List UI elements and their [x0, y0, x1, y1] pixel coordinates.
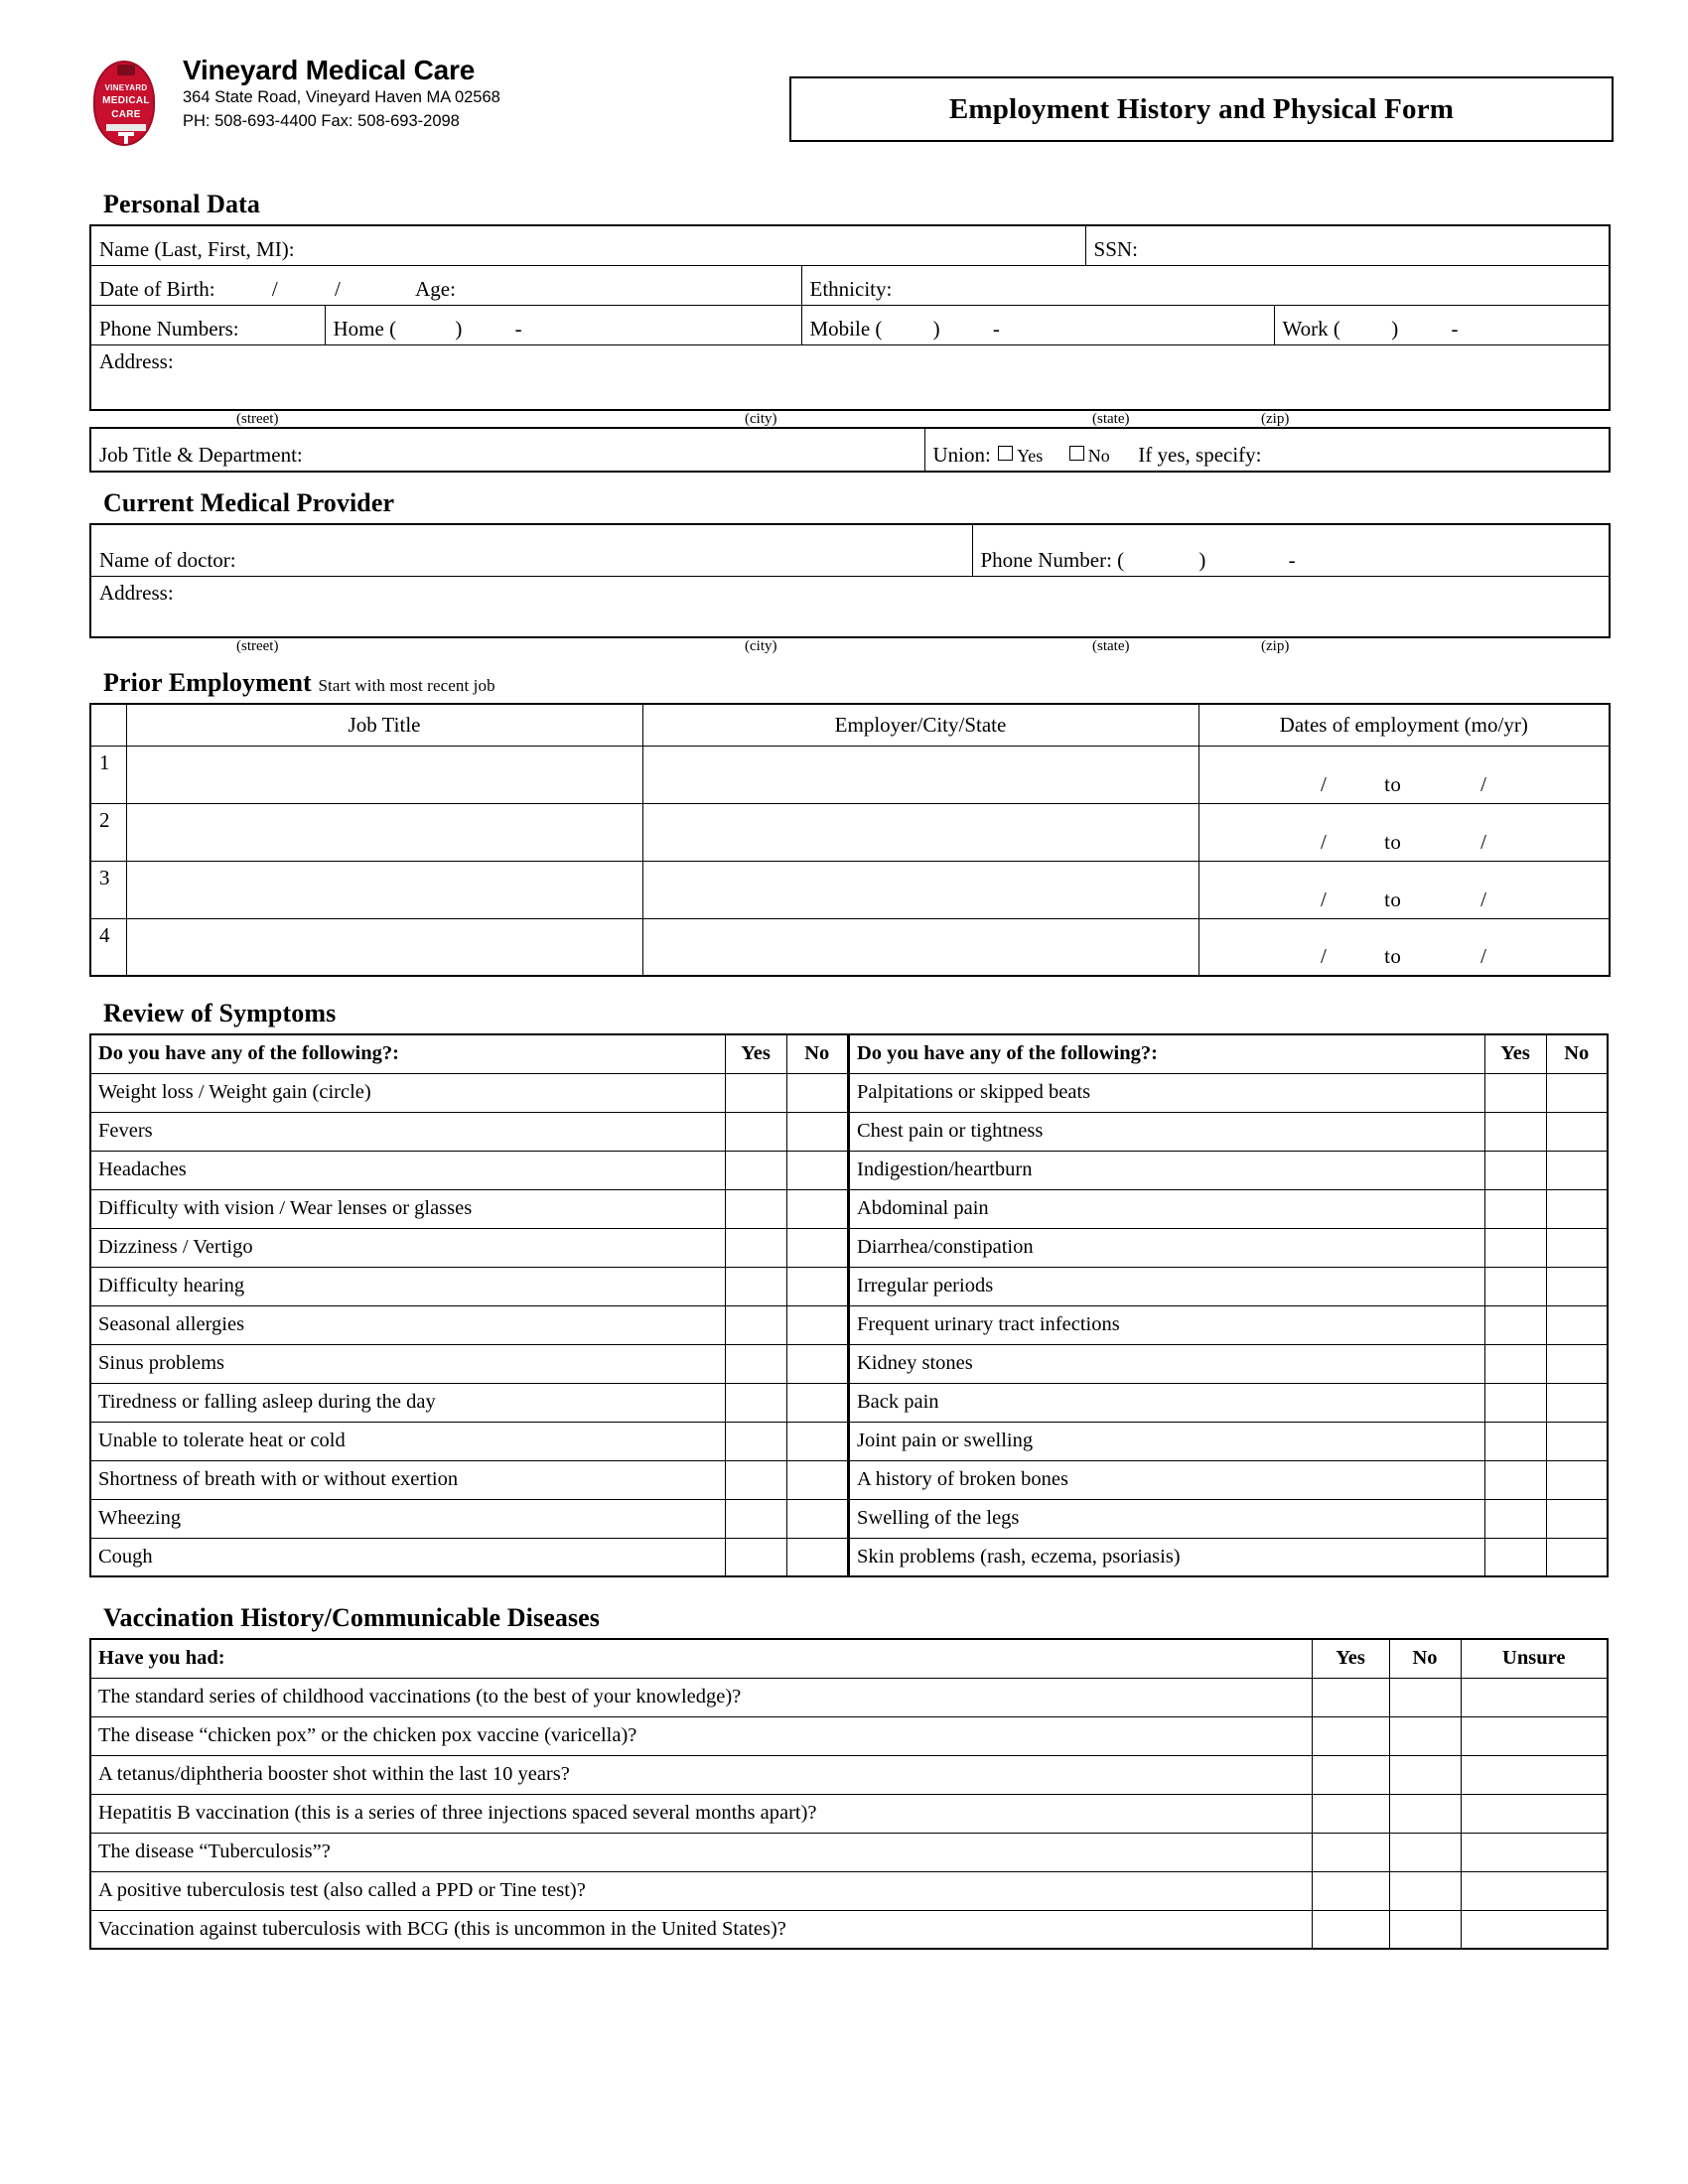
doctor-address-cell[interactable]: [90, 576, 1610, 637]
dates-input-4[interactable]: [1198, 918, 1610, 976]
address-sublabels: [89, 411, 1609, 437]
symptom-no-checkbox-cell[interactable]: [1546, 1422, 1608, 1460]
vaccination-no-checkbox-cell[interactable]: [1389, 1833, 1461, 1871]
table-row: [90, 1112, 848, 1151]
logo-stem-icon: [124, 132, 128, 146]
symptoms-left-no-header: No: [786, 1034, 848, 1073]
personal-data-table: [89, 224, 1611, 411]
employer-input-1[interactable]: [642, 746, 1198, 803]
review-of-symptoms-tables: [89, 1033, 1609, 1577]
symptom-label: Headaches: [90, 1151, 725, 1189]
symptom-label: Chest pain or tightness: [850, 1112, 1485, 1151]
job-title-input-3[interactable]: [126, 861, 642, 918]
table-row: [90, 576, 1610, 637]
symptom-label: Frequent urinary tract infections: [850, 1305, 1485, 1344]
symptom-no-checkbox-cell[interactable]: [786, 1344, 848, 1383]
table-row: [90, 1910, 1608, 1949]
clinic-phone: PH: 508-693-4400 Fax: 508-693-2098: [183, 112, 460, 131]
symptom-no-checkbox-cell[interactable]: [786, 1151, 848, 1189]
symptom-label: Difficulty hearing: [90, 1267, 725, 1305]
work-phone-dash: -: [1451, 316, 1459, 341]
dates-input-2[interactable]: [1198, 803, 1610, 861]
mobile-phone-dash: -: [992, 316, 1000, 341]
dates-input-3[interactable]: [1198, 861, 1610, 918]
row-number-2: 2: [90, 803, 126, 861]
logo-line-1: VINEYARD: [104, 83, 148, 92]
clinic-identity: [183, 55, 500, 134]
table-row: [90, 1755, 1608, 1794]
prior-employment-subtitle: Start with most recent job: [318, 676, 495, 695]
sublabel-city: (city): [745, 411, 777, 427]
ethnicity-label: Ethnicity:: [809, 276, 893, 301]
form-title-box: [789, 76, 1614, 142]
symptom-label: Palpitations or skipped beats: [850, 1073, 1485, 1112]
row-number-1: 1: [90, 746, 126, 803]
symptom-no-checkbox-cell[interactable]: [1546, 1267, 1608, 1305]
logo-tab-icon: [117, 65, 135, 75]
table-row: [850, 1305, 1609, 1344]
clinic-address: 364 State Road, Vineyard Haven MA 02568: [183, 88, 500, 107]
address-label: Address:: [99, 348, 174, 373]
symptom-no-checkbox-cell[interactable]: [1546, 1305, 1608, 1344]
vaccination-history-table: [89, 1638, 1609, 1950]
logo-bar-icon: [106, 124, 146, 131]
mobile-phone-label: Mobile (: [809, 316, 883, 341]
date-to-1: to: [1384, 771, 1402, 796]
table-row: [90, 861, 1610, 918]
union-yes-checkbox[interactable]: [998, 446, 1013, 461]
date-to-3: to: [1384, 887, 1402, 911]
sublabel-zip: (zip): [1261, 411, 1290, 427]
vaccination-no-header: No: [1389, 1639, 1461, 1678]
table-row: [90, 265, 1610, 305]
vaccination-unsure-checkbox-cell[interactable]: [1461, 1794, 1608, 1833]
symptom-label: Dizziness / Vertigo: [90, 1228, 725, 1267]
table-row: [850, 1460, 1609, 1499]
symptom-no-checkbox-cell[interactable]: [786, 1073, 848, 1112]
table-row: [90, 1460, 848, 1499]
table-row: [90, 524, 1610, 576]
home-phone-cell[interactable]: [325, 305, 801, 344]
prior-employment-table: [89, 703, 1611, 977]
table-row: [850, 1189, 1609, 1228]
phone-numbers-label-cell: [90, 305, 325, 344]
symptom-no-checkbox-cell[interactable]: [1546, 1073, 1608, 1112]
table-row: [850, 1383, 1609, 1422]
table-header-row: [850, 1034, 1609, 1073]
dates-input-1[interactable]: [1198, 746, 1610, 803]
doctor-phone-label: Phone Number: (: [980, 547, 1125, 572]
symptom-yes-checkbox-cell[interactable]: [1484, 1305, 1546, 1344]
employer-input-3[interactable]: [642, 861, 1198, 918]
symptom-yes-checkbox-cell[interactable]: [1484, 1189, 1546, 1228]
symptom-label: Weight loss / Weight gain (circle): [90, 1073, 725, 1112]
doctor-phone-paren: ): [1198, 547, 1206, 572]
dob-slash-1: /: [271, 276, 278, 301]
symptom-no-checkbox-cell[interactable]: [1546, 1189, 1608, 1228]
vaccination-unsure-checkbox-cell[interactable]: [1461, 1871, 1608, 1910]
dob-slash-2: /: [334, 276, 341, 301]
home-phone-label: Home (: [333, 316, 397, 341]
symptom-yes-checkbox-cell[interactable]: [1484, 1538, 1546, 1576]
doctor-name-label: Name of doctor:: [99, 547, 236, 572]
vaccination-unsure-checkbox-cell[interactable]: [1461, 1910, 1608, 1949]
vaccination-no-checkbox-cell[interactable]: [1389, 1910, 1461, 1949]
vaccination-unsure-checkbox-cell[interactable]: [1461, 1716, 1608, 1755]
vaccination-yes-checkbox-cell[interactable]: [1312, 1910, 1389, 1949]
symptom-label: Cough: [90, 1538, 725, 1576]
row-number-3: 3: [90, 861, 126, 918]
doctor-phone-cell[interactable]: [972, 524, 1610, 576]
job-title-input-2[interactable]: [126, 803, 642, 861]
vaccination-question: A positive tuberculosis test (also called a PPD or Tine test)?: [90, 1871, 1312, 1910]
section-heading-review-of-symptoms: Review of Symptoms: [103, 999, 337, 1027]
work-phone-paren: ): [1391, 316, 1399, 341]
phone-numbers-label: Phone Numbers:: [99, 316, 239, 341]
vaccination-yes-checkbox-cell[interactable]: [1312, 1833, 1389, 1871]
union-no-label: No: [1087, 446, 1110, 466]
union-no-checkbox[interactable]: [1069, 446, 1084, 461]
symptom-yes-checkbox-cell[interactable]: [725, 1499, 786, 1538]
table-row: [90, 1189, 848, 1228]
symptom-yes-checkbox-cell[interactable]: [1484, 1112, 1546, 1151]
symptom-yes-checkbox-cell[interactable]: [725, 1112, 786, 1151]
symptom-label: Shortness of breath with or without exertion: [90, 1460, 725, 1499]
symptom-no-checkbox-cell[interactable]: [786, 1228, 848, 1267]
symptom-label: Kidney stones: [850, 1344, 1485, 1383]
row-number-4: 4: [90, 918, 126, 976]
symptoms-table-left: [89, 1033, 849, 1577]
table-row: [90, 1151, 848, 1189]
provider-address-sublabels: [89, 638, 1609, 664]
provider-sublabel-state: (state): [1092, 638, 1130, 654]
provider-sublabel-city: (city): [745, 638, 777, 654]
name-field-cell[interactable]: [90, 225, 1085, 265]
symptoms-right-yes-header: Yes: [1484, 1034, 1546, 1073]
address-cell[interactable]: [90, 344, 1610, 410]
symptom-no-checkbox-cell[interactable]: [1546, 1228, 1608, 1267]
col-header-dates: Dates of employment (mo/yr): [1198, 704, 1610, 746]
vaccination-unsure-header: Unsure: [1461, 1639, 1608, 1678]
symptom-no-checkbox-cell[interactable]: [786, 1538, 848, 1576]
vaccination-question: The disease “chicken pox” or the chicken pox vaccine (varicella)?: [90, 1716, 1312, 1755]
work-phone-cell[interactable]: [1274, 305, 1610, 344]
home-phone-dash: -: [514, 316, 522, 341]
symptoms-right-no-header: No: [1546, 1034, 1608, 1073]
col-header-employer: Employer/City/State: [642, 704, 1198, 746]
symptom-yes-checkbox-cell[interactable]: [725, 1073, 786, 1112]
symptom-yes-checkbox-cell[interactable]: [725, 1344, 786, 1383]
symptom-no-checkbox-cell[interactable]: [1546, 1344, 1608, 1383]
name-label: Name (Last, First, MI):: [99, 236, 295, 261]
vaccination-no-checkbox-cell[interactable]: [1389, 1871, 1461, 1910]
date-slash-left-4: /: [1320, 944, 1328, 968]
dob-age-cell[interactable]: [90, 265, 801, 305]
symptom-no-checkbox-cell[interactable]: [1546, 1538, 1608, 1576]
union-specify-label: If yes, specify:: [1138, 443, 1262, 467]
table-row: [90, 1678, 1608, 1716]
symptom-label: Joint pain or swelling: [850, 1422, 1485, 1460]
symptom-label: Skin problems (rash, eczema, psoriasis): [850, 1538, 1485, 1576]
table-row: [850, 1228, 1609, 1267]
table-row: [90, 1871, 1608, 1910]
date-slash-right-2: /: [1480, 829, 1487, 854]
table-row: [90, 803, 1610, 861]
symptom-yes-checkbox-cell[interactable]: [1484, 1267, 1546, 1305]
symptom-label: Abdominal pain: [850, 1189, 1485, 1228]
symptom-label: Irregular periods: [850, 1267, 1485, 1305]
symptom-yes-checkbox-cell[interactable]: [725, 1460, 786, 1499]
ssn-field-cell[interactable]: [1085, 225, 1610, 265]
date-slash-left-3: /: [1320, 887, 1328, 911]
symptom-label: Diarrhea/constipation: [850, 1228, 1485, 1267]
symptom-label: A history of broken bones: [850, 1460, 1485, 1499]
date-to-4: to: [1384, 944, 1402, 968]
table-row: [90, 1228, 848, 1267]
vaccination-question: The standard series of childhood vaccinations (to the best of your knowledge)?: [90, 1678, 1312, 1716]
table-row: [90, 344, 1610, 410]
symptom-yes-checkbox-cell[interactable]: [725, 1267, 786, 1305]
symptom-yes-checkbox-cell[interactable]: [725, 1151, 786, 1189]
vaccination-yes-checkbox-cell[interactable]: [1312, 1755, 1389, 1794]
clinic-logo: [93, 61, 155, 146]
symptom-yes-checkbox-cell[interactable]: [725, 1228, 786, 1267]
vaccination-question: The disease “Tuberculosis”?: [90, 1833, 1312, 1871]
symptom-no-checkbox-cell[interactable]: [786, 1189, 848, 1228]
provider-sublabel-street: (street): [236, 638, 279, 654]
table-row: [850, 1538, 1609, 1576]
symptom-no-checkbox-cell[interactable]: [786, 1422, 848, 1460]
date-slash-right-3: /: [1480, 887, 1487, 911]
table-row: [90, 1073, 848, 1112]
prior-employment-title: Prior Employment: [103, 668, 312, 697]
logo-line-2: MEDICAL: [102, 95, 150, 106]
symptom-no-checkbox-cell[interactable]: [786, 1383, 848, 1422]
symptom-label: Wheezing: [90, 1499, 725, 1538]
symptoms-right-question-header: Do you have any of the following?:: [850, 1034, 1485, 1073]
symptom-no-checkbox-cell[interactable]: [786, 1499, 848, 1538]
vaccination-yes-checkbox-cell[interactable]: [1312, 1716, 1389, 1755]
table-row: [90, 746, 1610, 803]
symptom-label: Tiredness or falling asleep during the day: [90, 1383, 725, 1422]
union-yes-label: Yes: [1017, 446, 1044, 466]
vaccination-no-checkbox-cell[interactable]: [1389, 1716, 1461, 1755]
symptom-yes-checkbox-cell[interactable]: [1484, 1460, 1546, 1499]
table-row: [90, 1833, 1608, 1871]
date-to-2: to: [1384, 829, 1402, 854]
symptom-label: Back pain: [850, 1383, 1485, 1422]
section-heading-personal-data: Personal Data: [103, 190, 260, 218]
table-row: [850, 1112, 1609, 1151]
vaccination-question: A tetanus/diphtheria booster shot within the last 10 years?: [90, 1755, 1312, 1794]
date-slash-left-2: /: [1320, 829, 1328, 854]
symptom-yes-checkbox-cell[interactable]: [1484, 1344, 1546, 1383]
vaccination-unsure-checkbox-cell[interactable]: [1461, 1755, 1608, 1794]
table-row: [850, 1151, 1609, 1189]
page-header: [89, 55, 1614, 174]
date-slash-left-1: /: [1320, 771, 1328, 796]
doctor-phone-dash: -: [1288, 547, 1296, 572]
doctor-address-label: Address:: [99, 580, 174, 605]
table-row: [90, 1499, 848, 1538]
symptom-no-checkbox-cell[interactable]: [786, 1112, 848, 1151]
symptom-no-checkbox-cell[interactable]: [1546, 1112, 1608, 1151]
table-header-row: [90, 704, 1610, 746]
vaccination-unsure-checkbox-cell[interactable]: [1461, 1678, 1608, 1716]
symptom-label: Indigestion/heartburn: [850, 1151, 1485, 1189]
form-title: Employment History and Physical Form: [948, 92, 1455, 125]
union-label: Union:: [932, 443, 991, 467]
table-header-row: [90, 1034, 848, 1073]
table-row: [90, 1383, 848, 1422]
vaccination-unsure-checkbox-cell[interactable]: [1461, 1833, 1608, 1871]
symptom-no-checkbox-cell[interactable]: [786, 1267, 848, 1305]
medical-provider-table: [89, 523, 1611, 638]
symptom-label: Swelling of the legs: [850, 1499, 1485, 1538]
symptoms-left-yes-header: Yes: [725, 1034, 786, 1073]
ssn-label: SSN:: [1093, 236, 1138, 261]
symptom-yes-checkbox-cell[interactable]: [1484, 1151, 1546, 1189]
table-row: [90, 305, 1610, 344]
col-header-job-title: Job Title: [126, 704, 642, 746]
vaccination-no-checkbox-cell[interactable]: [1389, 1755, 1461, 1794]
age-label: Age:: [415, 276, 456, 301]
employer-input-2[interactable]: [642, 803, 1198, 861]
symptom-no-checkbox-cell[interactable]: [1546, 1383, 1608, 1422]
section-heading-prior-employment: [103, 668, 1614, 698]
symptom-label: Sinus problems: [90, 1344, 725, 1383]
symptom-no-checkbox-cell[interactable]: [1546, 1460, 1608, 1499]
logo-shield-icon: [93, 61, 155, 146]
symptom-no-checkbox-cell[interactable]: [786, 1460, 848, 1499]
symptom-yes-checkbox-cell[interactable]: [725, 1189, 786, 1228]
date-slash-right-1: /: [1480, 771, 1487, 796]
job-title-input-4[interactable]: [126, 918, 642, 976]
dob-label: Date of Birth:: [99, 276, 215, 301]
symptoms-left-question-header: Do you have any of the following?:: [90, 1034, 725, 1073]
mobile-phone-cell[interactable]: [801, 305, 1274, 344]
table-row: [90, 918, 1610, 976]
table-row: [90, 1305, 848, 1344]
vaccination-yes-checkbox-cell[interactable]: [1312, 1678, 1389, 1716]
symptom-yes-checkbox-cell[interactable]: [725, 1383, 786, 1422]
symptom-yes-checkbox-cell[interactable]: [1484, 1383, 1546, 1422]
table-header-row: [90, 1639, 1608, 1678]
table-row: [90, 1267, 848, 1305]
table-row: [90, 1344, 848, 1383]
symptom-label: Unable to tolerate heat or cold: [90, 1422, 725, 1460]
vaccination-no-checkbox-cell[interactable]: [1389, 1794, 1461, 1833]
section-heading-vaccination-history: Vaccination History/Communicable Diseases: [103, 1603, 601, 1632]
logo-line-3: CARE: [111, 109, 141, 120]
date-slash-right-4: /: [1480, 944, 1487, 968]
vaccination-yes-checkbox-cell[interactable]: [1312, 1871, 1389, 1910]
job-title-dept-label: Job Title & Department:: [99, 443, 303, 467]
vaccination-yes-checkbox-cell[interactable]: [1312, 1794, 1389, 1833]
ethnicity-cell[interactable]: [801, 265, 1610, 305]
vaccination-question-header: Have you had:: [90, 1639, 1312, 1678]
symptom-yes-checkbox-cell[interactable]: [1484, 1422, 1546, 1460]
mobile-phone-paren: ): [932, 316, 940, 341]
symptoms-table-right: [849, 1033, 1609, 1577]
table-row: [90, 1538, 848, 1576]
employer-input-4[interactable]: [642, 918, 1198, 976]
table-row: [850, 1073, 1609, 1112]
symptom-no-checkbox-cell[interactable]: [1546, 1499, 1608, 1538]
work-phone-label: Work (: [1282, 316, 1340, 341]
symptom-label: Difficulty with vision / Wear lenses or glasses: [90, 1189, 725, 1228]
home-phone-paren: ): [455, 316, 463, 341]
symptom-label: Seasonal allergies: [90, 1305, 725, 1344]
table-row: [90, 1794, 1608, 1833]
sublabel-street: (street): [236, 411, 279, 427]
vaccination-no-checkbox-cell[interactable]: [1389, 1678, 1461, 1716]
symptom-yes-checkbox-cell[interactable]: [1484, 1073, 1546, 1112]
symptom-no-checkbox-cell[interactable]: [1546, 1151, 1608, 1189]
symptom-yes-checkbox-cell[interactable]: [725, 1422, 786, 1460]
vaccination-yes-header: Yes: [1312, 1639, 1389, 1678]
table-row: [90, 225, 1610, 265]
symptom-yes-checkbox-cell[interactable]: [1484, 1499, 1546, 1538]
table-row: [850, 1499, 1609, 1538]
job-title-input-1[interactable]: [126, 746, 642, 803]
table-row: [850, 1267, 1609, 1305]
symptom-label: Fevers: [90, 1112, 725, 1151]
table-row: [850, 1422, 1609, 1460]
section-heading-medical-provider: Current Medical Provider: [103, 488, 395, 517]
table-row: [90, 1422, 848, 1460]
symptom-yes-checkbox-cell[interactable]: [725, 1538, 786, 1576]
table-row: [850, 1344, 1609, 1383]
table-row: [90, 1716, 1608, 1755]
doctor-name-cell[interactable]: [90, 524, 972, 576]
provider-sublabel-zip: (zip): [1261, 638, 1290, 654]
vaccination-question: Vaccination against tuberculosis with BCG (this is uncommon in the United States)?: [90, 1910, 1312, 1949]
clinic-name: Vineyard Medical Care: [183, 55, 476, 85]
symptom-no-checkbox-cell[interactable]: [786, 1305, 848, 1344]
sublabel-state: (state): [1092, 411, 1130, 427]
symptom-yes-checkbox-cell[interactable]: [725, 1305, 786, 1344]
vaccination-question: Hepatitis B vaccination (this is a series of three injections spaced several months apart)?: [90, 1794, 1312, 1833]
symptom-yes-checkbox-cell[interactable]: [1484, 1228, 1546, 1267]
